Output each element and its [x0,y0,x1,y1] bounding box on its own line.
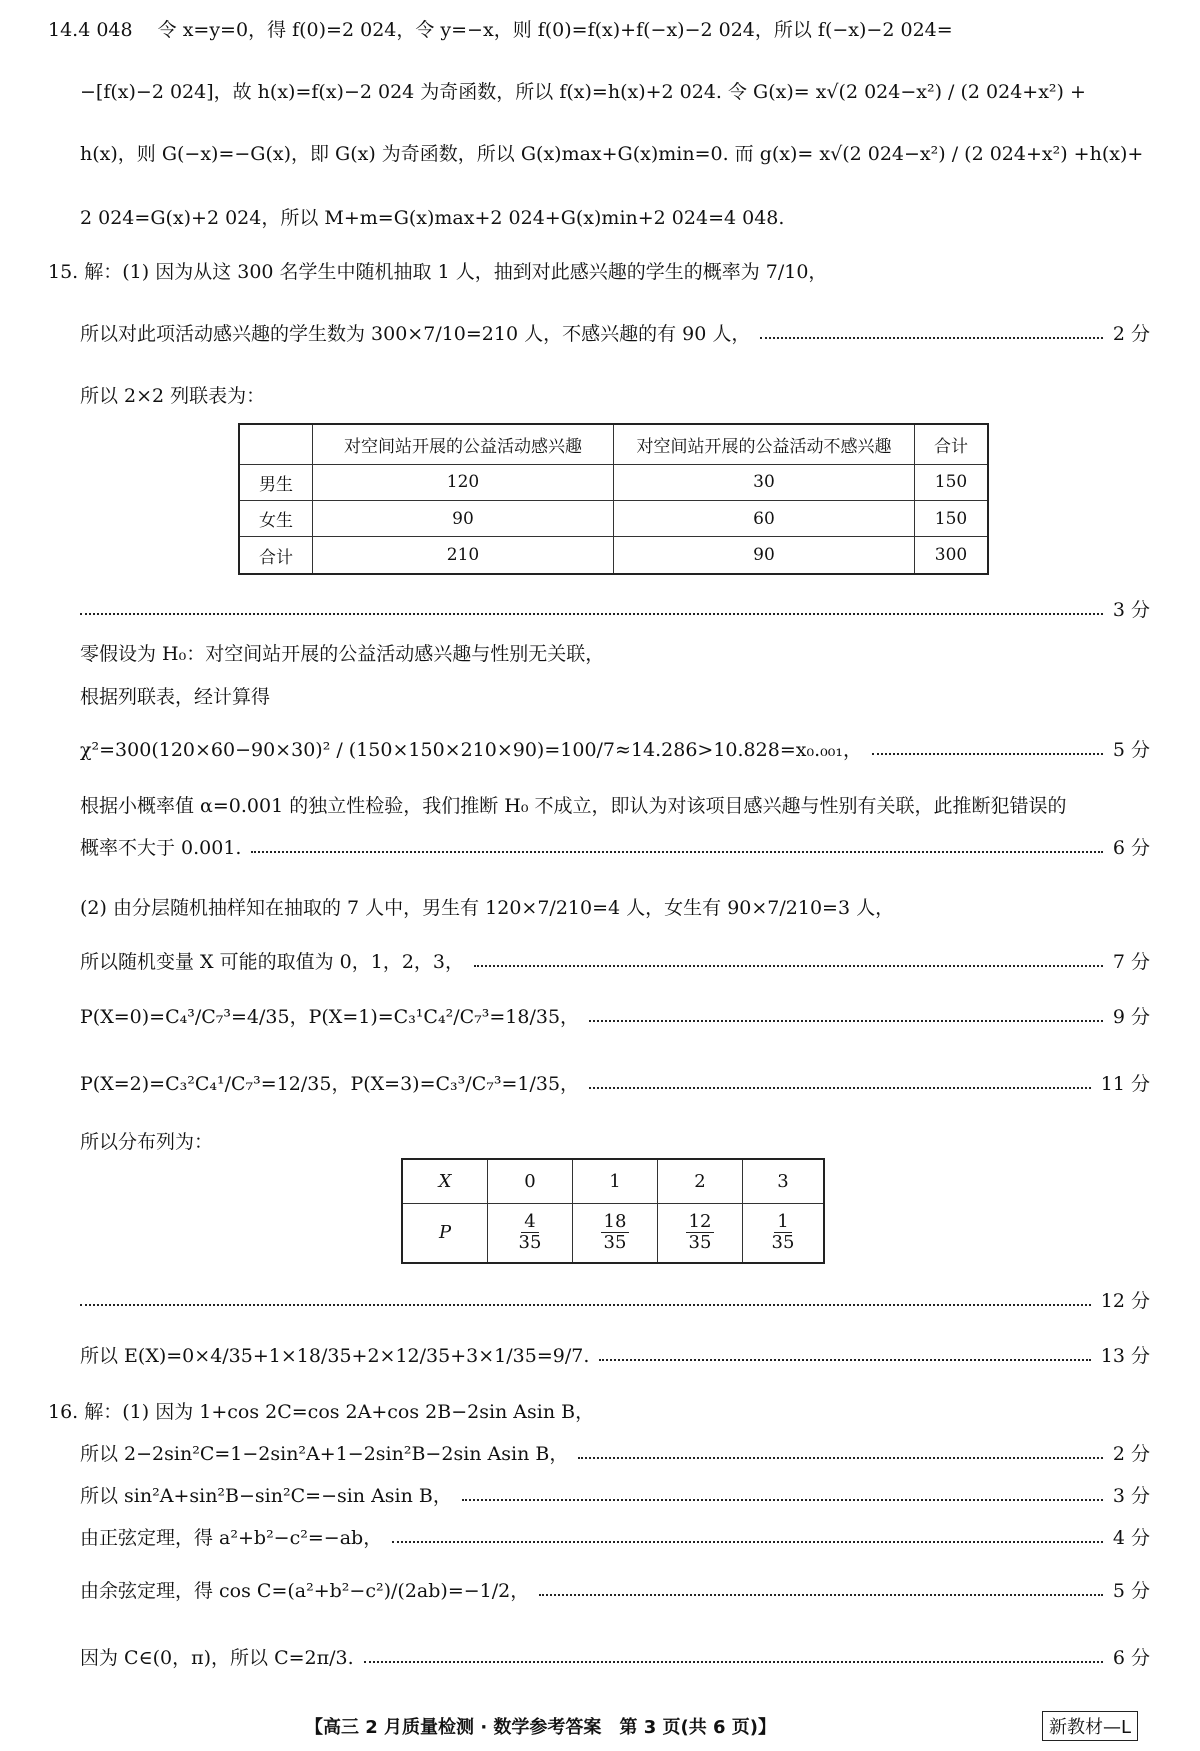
table-cell: X [402,1159,488,1203]
text-line [80,588,1150,628]
text-line: −[f(x)−2 024]，故 h(x)=f(x)−2 024 为奇函数，所以 f(x)=h(x)+2 024. 令 G(x)= x√(2 024−x²) / (2 024+x²) + [80,80,1086,103]
score-mark: 9 分 [1112,1005,1150,1028]
text-line: 14.4 048 令 x=y=0，得 f(0)=2 024，令 y=−x，则 f(0)=f(x)+f(−x)−2 024，所以 f(−x)−2 024= [48,18,953,41]
table-cell: 女生 [239,500,313,536]
text-line: P(X=0)=C₄³/C₇³=4/35，P(X=1)=C₃¹C₄²/C₇³=18/35， 9 分 [80,995,1150,1035]
score-mark: 5 分 [1112,1579,1150,1602]
leader-dots [539,1594,1103,1596]
score-mark: 2 分 [1112,1442,1150,1465]
text-line: 由余弦定理，得 cos C=(a²+b²−c²)/(2ab)=−1/2， 5 分 [80,1569,1150,1609]
table-cell: 210 [313,537,614,574]
score-mark: 13 分 [1100,1344,1150,1367]
leader-dots [599,1359,1090,1361]
leader-dots [578,1457,1103,1459]
contingency-table [238,423,989,575]
text-line: χ²=300(120×60−90×30)² / (150×150×210×90)=100/7≈14.286>10.828=x₀.₀₀₁， 5 分 [80,728,1150,768]
text-line: 零假设为 H₀：对空间站开展的公益活动感兴趣与性别无关联， [80,642,605,665]
leader-dots [392,1541,1103,1543]
text-line: 概率不大于 0.001. 6 分 [80,826,1150,866]
leader-dots [872,753,1103,755]
leader-dots [474,965,1103,967]
leader-dots [462,1499,1103,1501]
leader-dots [80,1304,1091,1306]
score-mark: 6 分 [1112,836,1150,859]
table-cell: 3 [743,1159,825,1203]
text-line: 根据列联表，经计算得 [80,685,271,708]
text-line: 所以 2−2sin²C=1−2sin²A+1−2sin²B−2sin Asin B， 2 分 [80,1432,1150,1472]
leader-dots [589,1020,1103,1022]
table-header-cell [239,424,313,464]
text-line: 所以分布列为： [80,1130,214,1153]
table-cell [658,1203,743,1263]
table-cell: 120 [313,464,614,500]
table-cell: 0 [488,1159,573,1203]
score-mark: 7 分 [1112,950,1150,973]
text-line: 所以 sin²A+sin²B−sin²C=−sin Asin B， 3 分 [80,1474,1150,1514]
distribution-table [401,1158,825,1264]
leader-dots [760,337,1102,339]
fraction: $\frac{1}{35}$ [771,1211,795,1254]
table-header-cell: 合计 [915,424,989,464]
text-line: 由正弦定理，得 a²+b²−c²=−ab， 4 分 [80,1516,1150,1556]
leader-dots [251,851,1102,853]
fraction: $\frac{4}{35}$ [518,1211,542,1254]
fraction: $\frac{18}{35}$ [601,1212,630,1253]
table-cell: 300 [915,537,989,574]
text-line: 所以 E(X)=0×4/35+1×18/35+2×12/35+3×1/35=9/7. 13 分 [80,1334,1150,1374]
table-cell [488,1203,573,1263]
problem-15-heading: 15. 解：(1) 因为从这 300 名学生中随机抽取 1 人，抽到对此感兴趣的学生的概率为 7/10， [48,260,828,283]
score-mark: 4 分 [1112,1526,1150,1549]
table-header-cell: 对空间站开展的公益活动感兴趣 [313,424,614,464]
score-mark: 2 分 [1112,322,1150,345]
table-cell: 150 [915,464,989,500]
table-header-cell: 对空间站开展的公益活动不感兴趣 [614,424,915,464]
table-cell: P [402,1203,488,1263]
table-cell: 男生 [239,464,313,500]
table-cell: 2 [658,1159,743,1203]
text-line: 所以对此项活动感兴趣的学生数为 300×7/10=210 人，不感兴趣的有 90 人， 2 分 [80,312,1150,352]
leader-dots [364,1661,1103,1663]
table-cell [743,1203,825,1263]
text-line: 所以 2×2 列联表为： [80,384,266,407]
text-line: 根据小概率值 α=0.001 的独立性检验，我们推断 H₀ 不成立，即认为对该项目感兴趣与性别有关联，此推断犯错误的 [80,794,1067,817]
page-footer [0,1713,1200,1743]
edition-tag: 新教材—L [1042,1711,1138,1741]
leader-dots [589,1087,1091,1089]
text-line: h(x)，则 G(−x)=−G(x)，即 G(x) 为奇函数，所以 G(x)max+G(x)min=0. 而 g(x)= x√(2 024−x²) / (2 024+x²) +h(x)+ [80,142,1144,165]
table-row [239,464,988,500]
score-mark: 3 分 [1112,1484,1150,1507]
leader-dots [80,613,1103,615]
footer-title: 【高三 2 月质量检测 · 数学参考答案 第 3 页(共 6 页)】 [305,1717,776,1738]
table-row [239,537,988,574]
table-row [402,1203,824,1263]
table-cell: 90 [313,500,614,536]
fraction: $\frac{12}{35}$ [686,1212,715,1253]
table-cell: 150 [915,500,989,536]
table-row [402,1159,824,1203]
text-line: 所以随机变量 X 可能的取值为 0，1，2，3， 7 分 [80,940,1150,980]
table-cell: 1 [573,1159,658,1203]
text-line: (2) 由分层随机抽样知在抽取的 7 人中，男生有 120×7/210=4 人，女生有 90×7/210=3 人， [80,896,895,919]
table-cell: 30 [614,464,915,500]
score-mark: 6 分 [1112,1646,1150,1669]
score-mark: 12 分 [1100,1289,1150,1312]
text-line [80,1279,1150,1319]
score-mark: 11 分 [1100,1072,1150,1095]
table-cell: 合计 [239,537,313,574]
problem-16-heading: 16. 解：(1) 因为 1+cos 2C=cos 2A+cos 2B−2sin Asin B， [48,1400,595,1423]
table-cell: 60 [614,500,915,536]
text-line: 因为 C∈(0，π)，所以 C=2π/3. 6 分 [80,1636,1150,1676]
text-line: P(X=2)=C₃²C₄¹/C₇³=12/35，P(X=3)=C₃³/C₇³=1/35， 11 分 [80,1062,1150,1102]
text-line: 2 024=G(x)+2 024，所以 M+m=G(x)max+2 024+G(x)min+2 024=4 048. [80,206,785,229]
score-mark: 5 分 [1112,738,1150,761]
table-row [239,500,988,536]
table-cell: 90 [614,537,915,574]
table-cell [573,1203,658,1263]
score-mark: 3 分 [1112,598,1150,621]
